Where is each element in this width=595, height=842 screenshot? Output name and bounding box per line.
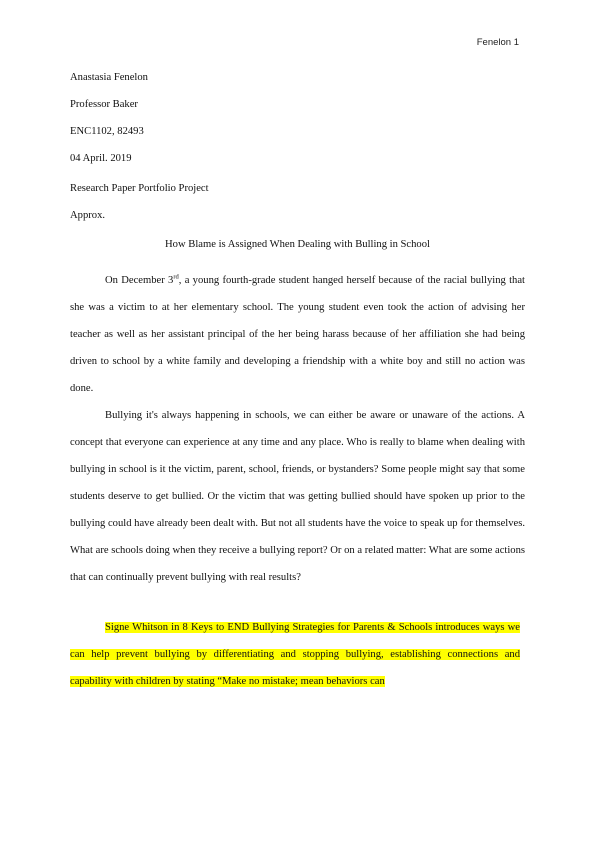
paragraph-1-start: On December 3	[105, 275, 174, 286]
paragraph-2: Bullying it's always happening in schools, we can either be aware or unaware of the actions. A concept that everyone can experience at any time and any place. Who is really to blame when dealing with bullying in school is it the victim, parent, school, friends, or bystanders? Some people might say that some students deserve to get bullied. Or the victim that was getting bullied should have spoken up prior to the bullying could have already been dealt with. But not all students have the voice to speak up for themselves. What are schools doing when they receive a bullying report? Or on a related matter: What are some actions that can continually prevent bullying with real results?	[70, 410, 525, 583]
paragraph-1-rest: , a young fourth-grade student hanged herself because of the racial bullying that she was a victim to at her elementary school. The young student even took the action of advising her teacher as well as her assistant principal of the her being harass because of her affiliation she had being driven to school by a white family and developing a friendship with a white boy and still no action was done.	[70, 275, 525, 394]
date-line: 04 April. 2019	[70, 153, 132, 164]
assignment-name: Research Paper Portfolio Project	[70, 183, 209, 194]
approx-line: Approx.	[70, 210, 106, 221]
course-code: ENC1102, 82493	[70, 126, 144, 137]
author-name: Anastasia Fenelon	[70, 72, 148, 83]
highlighted-text: Signe Whitson in 8 Keys to END Bullying Strategies for Parents & Schools introduces ways we can help prevent bullying by differentiating and stopping bullying, establishing connections and capability with children by stating “Make no mistake; mean behaviors can	[70, 622, 520, 687]
running-head: Fenelon 1	[476, 37, 519, 48]
professor-name: Professor Baker	[70, 99, 138, 110]
paper-title: How Blame is Assigned When Dealing with Bulling in School	[165, 239, 430, 250]
paragraph-1	[70, 267, 525, 402]
paragraph-3	[70, 614, 520, 695]
ordinal-suffix: rd	[173, 273, 179, 281]
